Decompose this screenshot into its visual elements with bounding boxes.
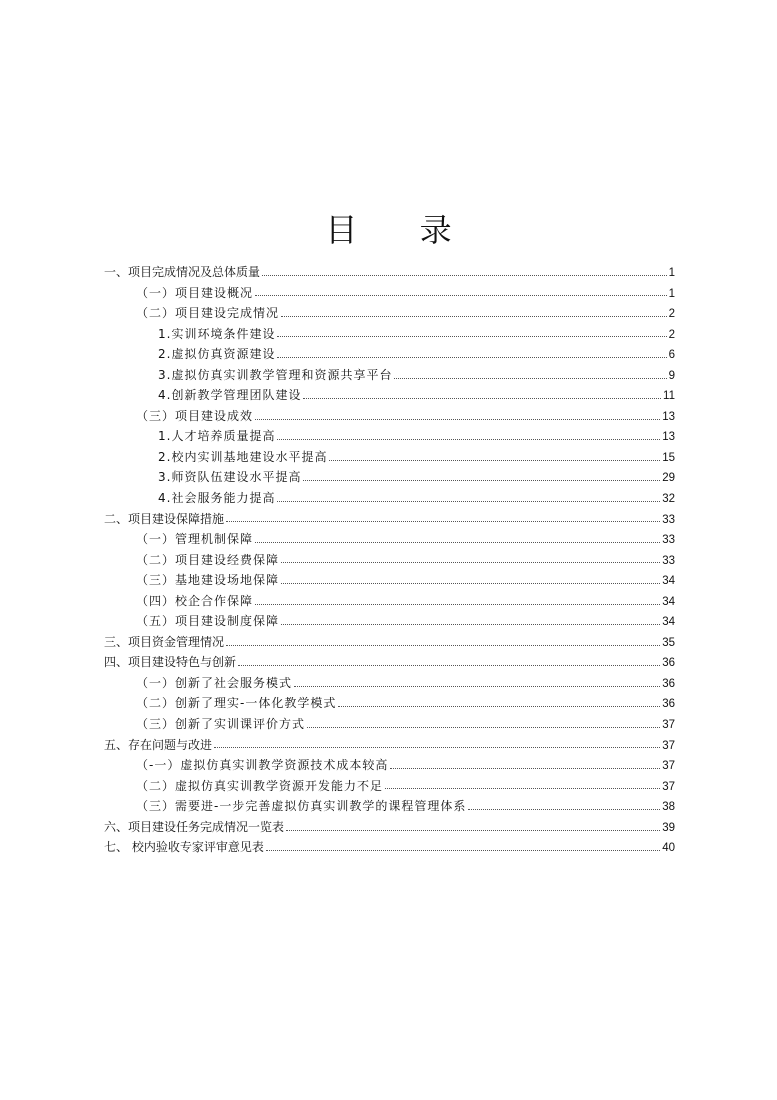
dot-leader <box>394 378 666 379</box>
toc-entry-page: 29 <box>662 472 675 485</box>
toc-entry-text: 三、项目资金管理情况 <box>104 634 225 649</box>
toc-entry-text: 3.虚拟仿真实训教学管理和资源共享平台 <box>158 367 393 382</box>
dot-leader <box>468 809 660 810</box>
toc-entry-page: 33 <box>662 534 675 547</box>
dot-leader <box>329 460 660 461</box>
toc-entry-text: （二）项目建设完成情况 <box>136 306 280 321</box>
dot-leader <box>255 295 667 296</box>
dot-leader <box>281 316 667 317</box>
toc-entry[interactable] <box>104 837 675 858</box>
toc-title: 目 录 <box>325 211 478 249</box>
toc-entry[interactable] <box>104 344 675 365</box>
toc-entry-text: 4.社会服务能力提高 <box>158 491 276 506</box>
toc-entry[interactable] <box>104 776 675 797</box>
dot-leader <box>226 521 660 522</box>
toc-entry-page: 37 <box>662 780 675 793</box>
toc-entry-page: 37 <box>662 719 675 732</box>
toc-entry[interactable] <box>104 447 675 468</box>
dot-leader <box>238 665 660 666</box>
toc-entry-text: 一、项目完成情况及总体质量 <box>104 265 261 279</box>
toc-entry-page: 1 <box>668 287 675 300</box>
toc-entry-page: 37 <box>662 739 675 752</box>
toc-entry-page: 36 <box>662 698 675 711</box>
toc-entry[interactable] <box>104 632 675 653</box>
toc-entry[interactable] <box>104 611 675 632</box>
toc-entry-text: （二）项目建设经费保障 <box>136 552 280 567</box>
toc-entry[interactable] <box>104 324 675 345</box>
toc-entry[interactable] <box>104 283 675 304</box>
dot-leader <box>255 419 660 420</box>
toc-entry[interactable] <box>104 550 675 571</box>
dot-leader <box>266 850 660 851</box>
toc-entry-text: （-一）虚拟仿真实训教学资源技术成本较高 <box>136 758 389 773</box>
toc-entry-text: （三）基地建设场地保障 <box>136 573 280 588</box>
toc-entry-text: 2.校内实训基地建设水平提高 <box>158 449 328 464</box>
dot-leader <box>277 439 660 440</box>
toc-entry-page: 36 <box>662 657 675 670</box>
toc-entry-text: 四、项目建设特色与创新 <box>104 655 237 670</box>
dot-leader <box>390 768 660 769</box>
dot-leader <box>307 727 660 728</box>
toc-entry[interactable] <box>104 529 675 550</box>
toc-entry-text: （二）虚拟仿真实训教学资源开发能力不足 <box>136 778 384 793</box>
toc-entry-page: 15 <box>662 451 675 464</box>
dot-leader <box>255 542 660 543</box>
toc-entry-text: （三）需要进-一步完善虚拟仿真实训教学的课程管理体系 <box>136 799 467 814</box>
toc-entry[interactable] <box>104 467 675 488</box>
dot-leader <box>338 706 660 707</box>
toc-entry-text: 七、 校内验收专家评审意见表 <box>104 840 264 855</box>
dot-leader <box>385 788 660 789</box>
table-of-contents <box>104 262 675 858</box>
toc-entry[interactable] <box>104 591 675 612</box>
dot-leader <box>277 357 666 358</box>
toc-entry-page: 13 <box>662 410 675 423</box>
toc-entry-text: 五、存在问题与改进 <box>104 737 213 752</box>
toc-entry-text: 3.师资队伍建设水平提高 <box>158 470 302 485</box>
toc-entry[interactable] <box>104 262 675 283</box>
toc-entry-text: （四）校企合作保障 <box>136 593 254 608</box>
toc-entry-page: 34 <box>662 616 675 629</box>
toc-entry-text: （三）创新了实训课评价方式 <box>136 717 306 732</box>
dot-leader <box>286 830 660 831</box>
dot-leader <box>277 336 666 337</box>
toc-entry-page: 35 <box>662 636 675 649</box>
toc-entry[interactable] <box>104 652 675 673</box>
toc-entry-text: 1.人才培养质量提高 <box>158 429 276 444</box>
toc-entry-text: 1.实训环境条件建设 <box>158 326 276 341</box>
dot-leader <box>303 480 660 481</box>
dot-leader <box>303 398 661 399</box>
toc-entry[interactable] <box>104 714 675 735</box>
toc-entry-text: 六、项目建设任务完成情况一览表 <box>104 819 285 834</box>
toc-entry-page: 34 <box>662 595 675 608</box>
toc-entry[interactable] <box>104 385 675 406</box>
toc-entry[interactable] <box>104 406 675 427</box>
toc-entry-page: 2 <box>668 308 675 321</box>
toc-entry-page: 40 <box>662 842 675 855</box>
toc-entry[interactable] <box>104 673 675 694</box>
toc-entry-page: 2 <box>668 328 675 341</box>
toc-entry-page: 6 <box>668 349 675 362</box>
toc-entry-page: 1 <box>668 267 675 279</box>
toc-entry[interactable] <box>104 509 675 530</box>
dot-leader <box>281 624 660 625</box>
toc-entry-text: 二、项目建设保障措施 <box>104 511 225 526</box>
toc-entry-text: （三）项目建设成效 <box>136 408 254 423</box>
toc-entry-text: （二）创新了理实-一体化教学模式 <box>136 696 337 711</box>
toc-entry[interactable] <box>104 303 675 324</box>
toc-entry[interactable] <box>104 365 675 386</box>
toc-entry-page: 9 <box>668 369 675 382</box>
toc-entry[interactable] <box>104 817 675 838</box>
dot-leader <box>281 562 660 563</box>
dot-leader <box>255 604 660 605</box>
toc-entry-page: 33 <box>662 554 675 567</box>
toc-entry-text: （一）管理机制保障 <box>136 532 254 547</box>
toc-entry[interactable] <box>104 693 675 714</box>
toc-entry[interactable] <box>104 735 675 756</box>
toc-entry-page: 13 <box>662 431 675 444</box>
toc-entry[interactable] <box>104 488 675 509</box>
dot-leader <box>277 501 660 502</box>
toc-entry[interactable] <box>104 796 675 817</box>
toc-entry-text: （五）项目建设制度保障 <box>136 614 280 629</box>
toc-entry-page: 37 <box>662 760 675 773</box>
toc-entry-page: 36 <box>662 677 675 690</box>
toc-entry-page: 39 <box>662 821 675 834</box>
toc-entry-page: 11 <box>663 390 675 403</box>
toc-entry-text: （一）项目建设概况 <box>136 285 254 300</box>
dot-leader <box>226 645 660 646</box>
toc-entry-page: 34 <box>662 575 675 588</box>
toc-entry[interactable] <box>104 570 675 591</box>
toc-entry-text: 2.虚拟仿真资源建设 <box>158 347 276 362</box>
toc-entry-text: （一）创新了社会服务模式 <box>136 675 293 690</box>
dot-leader <box>214 747 660 748</box>
dot-leader <box>262 275 667 276</box>
dot-leader <box>281 583 660 584</box>
toc-entry[interactable] <box>104 755 675 776</box>
toc-entry-page: 32 <box>662 493 675 506</box>
toc-entry-page: 33 <box>662 513 675 526</box>
toc-entry[interactable] <box>104 426 675 447</box>
toc-entry-page: 38 <box>662 801 675 814</box>
dot-leader <box>294 686 660 687</box>
toc-entry-text: 4.创新教学管理团队建设 <box>158 388 302 403</box>
